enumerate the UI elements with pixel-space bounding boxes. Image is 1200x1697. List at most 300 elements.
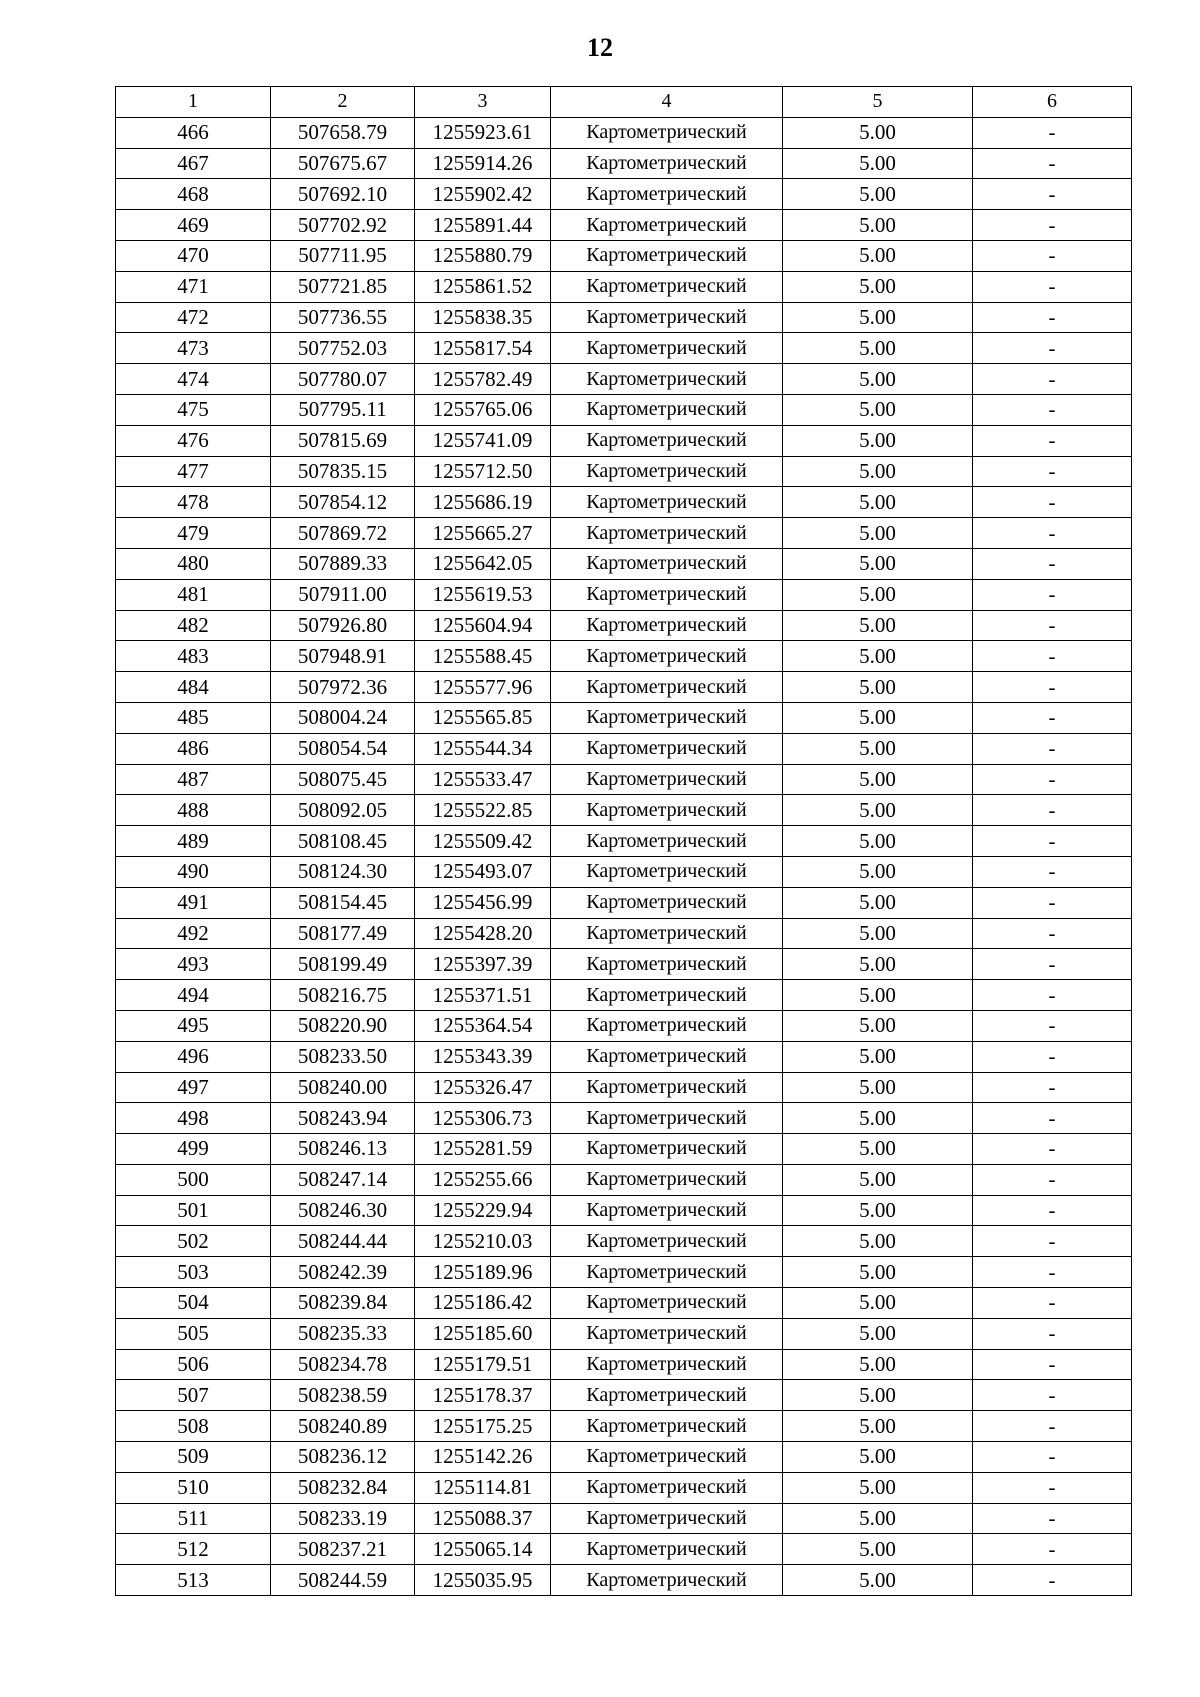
x-coordinate-cell: 508075.45: [271, 764, 415, 795]
point-number-cell: 482: [116, 610, 271, 641]
note-cell: -: [973, 1072, 1132, 1103]
x-coordinate-cell: 507926.80: [271, 610, 415, 641]
point-number-cell: 490: [116, 856, 271, 887]
table-row: [116, 1257, 1132, 1288]
point-number-cell: 483: [116, 641, 271, 672]
point-number-cell: 502: [116, 1226, 271, 1257]
method-cell: Картометрический: [551, 949, 783, 980]
table-row: [116, 425, 1132, 456]
y-coordinate-cell: 1255914.26: [415, 148, 551, 179]
table-row: [116, 1565, 1132, 1596]
note-cell: -: [973, 641, 1132, 672]
point-number-cell: 488: [116, 795, 271, 826]
accuracy-cell: 5.00: [783, 856, 973, 887]
table-row: [116, 1472, 1132, 1503]
table-row: [116, 456, 1132, 487]
note-cell: -: [973, 1503, 1132, 1534]
note-cell: -: [973, 918, 1132, 949]
x-coordinate-cell: 507711.95: [271, 240, 415, 271]
note-cell: -: [973, 702, 1132, 733]
note-cell: -: [973, 425, 1132, 456]
y-coordinate-cell: 1255179.51: [415, 1349, 551, 1380]
y-coordinate-cell: 1255255.66: [415, 1164, 551, 1195]
accuracy-cell: 5.00: [783, 672, 973, 703]
note-cell: -: [973, 949, 1132, 980]
point-number-cell: 472: [116, 302, 271, 333]
accuracy-cell: 5.00: [783, 1565, 973, 1596]
x-coordinate-cell: 507702.92: [271, 210, 415, 241]
accuracy-cell: 5.00: [783, 548, 973, 579]
header-cell-3: 3: [415, 87, 551, 118]
accuracy-cell: 5.00: [783, 394, 973, 425]
table-row: [116, 856, 1132, 887]
accuracy-cell: 5.00: [783, 702, 973, 733]
accuracy-cell: 5.00: [783, 117, 973, 148]
table-row: [116, 1534, 1132, 1565]
y-coordinate-cell: 1255035.95: [415, 1565, 551, 1596]
table-row: [116, 949, 1132, 980]
point-number-cell: 503: [116, 1257, 271, 1288]
x-coordinate-cell: 508216.75: [271, 980, 415, 1011]
y-coordinate-cell: 1255741.09: [415, 425, 551, 456]
point-number-cell: 505: [116, 1318, 271, 1349]
point-number-cell: 496: [116, 1041, 271, 1072]
table-row: [116, 1411, 1132, 1442]
accuracy-cell: 5.00: [783, 1257, 973, 1288]
point-number-cell: 486: [116, 733, 271, 764]
table-row: [116, 210, 1132, 241]
point-number-cell: 470: [116, 240, 271, 271]
table-header-row: [116, 87, 1132, 118]
table-row: [116, 1010, 1132, 1041]
method-cell: Картометрический: [551, 117, 783, 148]
accuracy-cell: 5.00: [783, 980, 973, 1011]
y-coordinate-cell: 1255088.37: [415, 1503, 551, 1534]
coordinates-table: [115, 86, 1132, 1596]
table-row: [116, 672, 1132, 703]
y-coordinate-cell: 1255712.50: [415, 456, 551, 487]
note-cell: -: [973, 672, 1132, 703]
accuracy-cell: 5.00: [783, 456, 973, 487]
point-number-cell: 498: [116, 1103, 271, 1134]
method-cell: Картометрический: [551, 856, 783, 887]
method-cell: Картометрический: [551, 364, 783, 395]
accuracy-cell: 5.00: [783, 949, 973, 980]
table-row: [116, 579, 1132, 610]
note-cell: -: [973, 487, 1132, 518]
method-cell: Картометрический: [551, 271, 783, 302]
note-cell: -: [973, 148, 1132, 179]
method-cell: Картометрический: [551, 826, 783, 857]
note-cell: -: [973, 364, 1132, 395]
note-cell: -: [973, 1010, 1132, 1041]
method-cell: Картометрический: [551, 1134, 783, 1165]
y-coordinate-cell: 1255619.53: [415, 579, 551, 610]
y-coordinate-cell: 1255281.59: [415, 1134, 551, 1165]
point-number-cell: 492: [116, 918, 271, 949]
header-cell-6: 6: [973, 87, 1132, 118]
point-number-cell: 493: [116, 949, 271, 980]
note-cell: -: [973, 1134, 1132, 1165]
accuracy-cell: 5.00: [783, 1503, 973, 1534]
x-coordinate-cell: 507869.72: [271, 518, 415, 549]
table-row: [116, 702, 1132, 733]
x-coordinate-cell: 508004.24: [271, 702, 415, 733]
method-cell: Картометрический: [551, 210, 783, 241]
point-number-cell: 508: [116, 1411, 271, 1442]
note-cell: -: [973, 302, 1132, 333]
table-row: [116, 333, 1132, 364]
x-coordinate-cell: 508240.89: [271, 1411, 415, 1442]
x-coordinate-cell: 507736.55: [271, 302, 415, 333]
y-coordinate-cell: 1255642.05: [415, 548, 551, 579]
x-coordinate-cell: 507972.36: [271, 672, 415, 703]
x-coordinate-cell: 508234.78: [271, 1349, 415, 1380]
method-cell: Картометрический: [551, 1411, 783, 1442]
x-coordinate-cell: 508220.90: [271, 1010, 415, 1041]
table-row: [116, 364, 1132, 395]
header-cell-4: 4: [551, 87, 783, 118]
y-coordinate-cell: 1255923.61: [415, 117, 551, 148]
accuracy-cell: 5.00: [783, 1534, 973, 1565]
method-cell: Картометрический: [551, 702, 783, 733]
y-coordinate-cell: 1255142.26: [415, 1442, 551, 1473]
x-coordinate-cell: 508240.00: [271, 1072, 415, 1103]
method-cell: Картометрический: [551, 179, 783, 210]
accuracy-cell: 5.00: [783, 918, 973, 949]
table-row: [116, 302, 1132, 333]
x-coordinate-cell: 508054.54: [271, 733, 415, 764]
header-cell-5: 5: [783, 87, 973, 118]
accuracy-cell: 5.00: [783, 518, 973, 549]
point-number-cell: 494: [116, 980, 271, 1011]
accuracy-cell: 5.00: [783, 425, 973, 456]
point-number-cell: 506: [116, 1349, 271, 1380]
accuracy-cell: 5.00: [783, 579, 973, 610]
accuracy-cell: 5.00: [783, 210, 973, 241]
y-coordinate-cell: 1255665.27: [415, 518, 551, 549]
point-number-cell: 479: [116, 518, 271, 549]
x-coordinate-cell: 507889.33: [271, 548, 415, 579]
note-cell: -: [973, 518, 1132, 549]
note-cell: -: [973, 1288, 1132, 1319]
x-coordinate-cell: 507692.10: [271, 179, 415, 210]
method-cell: Картометрический: [551, 1226, 783, 1257]
y-coordinate-cell: 1255371.51: [415, 980, 551, 1011]
y-coordinate-cell: 1255185.60: [415, 1318, 551, 1349]
accuracy-cell: 5.00: [783, 1041, 973, 1072]
point-number-cell: 473: [116, 333, 271, 364]
method-cell: Картометрический: [551, 1503, 783, 1534]
method-cell: Картометрический: [551, 672, 783, 703]
y-coordinate-cell: 1255509.42: [415, 826, 551, 857]
method-cell: Картометрический: [551, 425, 783, 456]
y-coordinate-cell: 1255891.44: [415, 210, 551, 241]
method-cell: Картометрический: [551, 1164, 783, 1195]
y-coordinate-cell: 1255186.42: [415, 1288, 551, 1319]
method-cell: Картометрический: [551, 1534, 783, 1565]
method-cell: Картометрический: [551, 733, 783, 764]
accuracy-cell: 5.00: [783, 271, 973, 302]
x-coordinate-cell: 508247.14: [271, 1164, 415, 1195]
x-coordinate-cell: 507795.11: [271, 394, 415, 425]
accuracy-cell: 5.00: [783, 1103, 973, 1134]
x-coordinate-cell: 508239.84: [271, 1288, 415, 1319]
point-number-cell: 504: [116, 1288, 271, 1319]
y-coordinate-cell: 1255880.79: [415, 240, 551, 271]
note-cell: -: [973, 1195, 1132, 1226]
x-coordinate-cell: 508232.84: [271, 1472, 415, 1503]
method-cell: Картометрический: [551, 1349, 783, 1380]
note-cell: -: [973, 1534, 1132, 1565]
table-row: [116, 179, 1132, 210]
x-coordinate-cell: 508108.45: [271, 826, 415, 857]
y-coordinate-cell: 1255428.20: [415, 918, 551, 949]
table-row: [116, 117, 1132, 148]
y-coordinate-cell: 1255577.96: [415, 672, 551, 703]
method-cell: Картометрический: [551, 918, 783, 949]
note-cell: -: [973, 548, 1132, 579]
table-row: [116, 1072, 1132, 1103]
accuracy-cell: 5.00: [783, 1226, 973, 1257]
accuracy-cell: 5.00: [783, 179, 973, 210]
point-number-cell: 475: [116, 394, 271, 425]
method-cell: Картометрический: [551, 456, 783, 487]
x-coordinate-cell: 507815.69: [271, 425, 415, 456]
note-cell: -: [973, 1226, 1132, 1257]
table-row: [116, 887, 1132, 918]
table-row: [116, 795, 1132, 826]
accuracy-cell: 5.00: [783, 733, 973, 764]
x-coordinate-cell: 508154.45: [271, 887, 415, 918]
y-coordinate-cell: 1255838.35: [415, 302, 551, 333]
y-coordinate-cell: 1255604.94: [415, 610, 551, 641]
y-coordinate-cell: 1255065.14: [415, 1534, 551, 1565]
y-coordinate-cell: 1255782.49: [415, 364, 551, 395]
point-number-cell: 495: [116, 1010, 271, 1041]
point-number-cell: 509: [116, 1442, 271, 1473]
method-cell: Картометрический: [551, 487, 783, 518]
note-cell: -: [973, 456, 1132, 487]
method-cell: Картометрический: [551, 980, 783, 1011]
note-cell: -: [973, 333, 1132, 364]
x-coordinate-cell: 508236.12: [271, 1442, 415, 1473]
method-cell: Картометрический: [551, 764, 783, 795]
method-cell: Картометрический: [551, 1010, 783, 1041]
accuracy-cell: 5.00: [783, 1318, 973, 1349]
y-coordinate-cell: 1255861.52: [415, 271, 551, 302]
method-cell: Картометрический: [551, 394, 783, 425]
x-coordinate-cell: 508124.30: [271, 856, 415, 887]
table-row: [116, 548, 1132, 579]
x-coordinate-cell: 508244.59: [271, 1565, 415, 1596]
y-coordinate-cell: 1255229.94: [415, 1195, 551, 1226]
x-coordinate-cell: 508199.49: [271, 949, 415, 980]
method-cell: Картометрический: [551, 1041, 783, 1072]
y-coordinate-cell: 1255493.07: [415, 856, 551, 887]
point-number-cell: 477: [116, 456, 271, 487]
x-coordinate-cell: 508243.94: [271, 1103, 415, 1134]
method-cell: Картометрический: [551, 1103, 783, 1134]
accuracy-cell: 5.00: [783, 1380, 973, 1411]
accuracy-cell: 5.00: [783, 148, 973, 179]
y-coordinate-cell: 1255364.54: [415, 1010, 551, 1041]
y-coordinate-cell: 1255343.39: [415, 1041, 551, 1072]
y-coordinate-cell: 1255397.39: [415, 949, 551, 980]
method-cell: Картометрический: [551, 302, 783, 333]
accuracy-cell: 5.00: [783, 364, 973, 395]
accuracy-cell: 5.00: [783, 1349, 973, 1380]
table-row: [116, 1318, 1132, 1349]
method-cell: Картометрический: [551, 1195, 783, 1226]
table-row: [116, 148, 1132, 179]
note-cell: -: [973, 856, 1132, 887]
y-coordinate-cell: 1255902.42: [415, 179, 551, 210]
note-cell: -: [973, 394, 1132, 425]
note-cell: -: [973, 1411, 1132, 1442]
x-coordinate-cell: 507948.91: [271, 641, 415, 672]
x-coordinate-cell: 507835.15: [271, 456, 415, 487]
x-coordinate-cell: 508237.21: [271, 1534, 415, 1565]
x-coordinate-cell: 508242.39: [271, 1257, 415, 1288]
accuracy-cell: 5.00: [783, 1472, 973, 1503]
method-cell: Картометрический: [551, 333, 783, 364]
accuracy-cell: 5.00: [783, 1442, 973, 1473]
point-number-cell: 497: [116, 1072, 271, 1103]
note-cell: -: [973, 1164, 1132, 1195]
table-row: [116, 1226, 1132, 1257]
note-cell: -: [973, 887, 1132, 918]
table-row: [116, 240, 1132, 271]
y-coordinate-cell: 1255306.73: [415, 1103, 551, 1134]
table-row: [116, 733, 1132, 764]
note-cell: -: [973, 1349, 1132, 1380]
accuracy-cell: 5.00: [783, 641, 973, 672]
note-cell: -: [973, 1257, 1132, 1288]
accuracy-cell: 5.00: [783, 1288, 973, 1319]
point-number-cell: 466: [116, 117, 271, 148]
method-cell: Картометрический: [551, 240, 783, 271]
accuracy-cell: 5.00: [783, 610, 973, 641]
point-number-cell: 485: [116, 702, 271, 733]
table-body: [116, 87, 1132, 1596]
x-coordinate-cell: 508235.33: [271, 1318, 415, 1349]
x-coordinate-cell: 508246.13: [271, 1134, 415, 1165]
x-coordinate-cell: 508244.44: [271, 1226, 415, 1257]
point-number-cell: 487: [116, 764, 271, 795]
y-coordinate-cell: 1255522.85: [415, 795, 551, 826]
table-row: [116, 1103, 1132, 1134]
note-cell: -: [973, 764, 1132, 795]
note-cell: -: [973, 1103, 1132, 1134]
table-row: [116, 980, 1132, 1011]
y-coordinate-cell: 1255686.19: [415, 487, 551, 518]
point-number-cell: 467: [116, 148, 271, 179]
y-coordinate-cell: 1255544.34: [415, 733, 551, 764]
method-cell: Картометрический: [551, 548, 783, 579]
note-cell: -: [973, 1041, 1132, 1072]
method-cell: Картометрический: [551, 1565, 783, 1596]
point-number-cell: 507: [116, 1380, 271, 1411]
y-coordinate-cell: 1255326.47: [415, 1072, 551, 1103]
accuracy-cell: 5.00: [783, 1010, 973, 1041]
y-coordinate-cell: 1255178.37: [415, 1380, 551, 1411]
method-cell: Картометрический: [551, 1072, 783, 1103]
method-cell: Картометрический: [551, 1318, 783, 1349]
x-coordinate-cell: 507675.67: [271, 148, 415, 179]
y-coordinate-cell: 1255175.25: [415, 1411, 551, 1442]
header-cell-1: 1: [116, 87, 271, 118]
point-number-cell: 474: [116, 364, 271, 395]
accuracy-cell: 5.00: [783, 302, 973, 333]
note-cell: -: [973, 980, 1132, 1011]
method-cell: Картометрический: [551, 148, 783, 179]
point-number-cell: 469: [116, 210, 271, 241]
method-cell: Картометрический: [551, 1472, 783, 1503]
table-row: [116, 641, 1132, 672]
point-number-cell: 489: [116, 826, 271, 857]
x-coordinate-cell: 508233.19: [271, 1503, 415, 1534]
x-coordinate-cell: 507911.00: [271, 579, 415, 610]
accuracy-cell: 5.00: [783, 1134, 973, 1165]
note-cell: -: [973, 117, 1132, 148]
x-coordinate-cell: 507854.12: [271, 487, 415, 518]
table-row: [116, 1503, 1132, 1534]
note-cell: -: [973, 610, 1132, 641]
accuracy-cell: 5.00: [783, 795, 973, 826]
table-row: [116, 1442, 1132, 1473]
y-coordinate-cell: 1255588.45: [415, 641, 551, 672]
note-cell: -: [973, 179, 1132, 210]
note-cell: -: [973, 1472, 1132, 1503]
x-coordinate-cell: 507752.03: [271, 333, 415, 364]
point-number-cell: 512: [116, 1534, 271, 1565]
table-row: [116, 1164, 1132, 1195]
y-coordinate-cell: 1255817.54: [415, 333, 551, 364]
table-row: [116, 487, 1132, 518]
method-cell: Картометрический: [551, 1257, 783, 1288]
x-coordinate-cell: 507721.85: [271, 271, 415, 302]
point-number-cell: 478: [116, 487, 271, 518]
method-cell: Картометрический: [551, 887, 783, 918]
method-cell: Картометрический: [551, 641, 783, 672]
accuracy-cell: 5.00: [783, 1164, 973, 1195]
note-cell: -: [973, 733, 1132, 764]
note-cell: -: [973, 240, 1132, 271]
x-coordinate-cell: 508233.50: [271, 1041, 415, 1072]
note-cell: -: [973, 271, 1132, 302]
accuracy-cell: 5.00: [783, 887, 973, 918]
table-row: [116, 1041, 1132, 1072]
table-row: [116, 394, 1132, 425]
page-number: 12: [587, 33, 613, 62]
point-number-cell: 484: [116, 672, 271, 703]
table-row: [116, 1288, 1132, 1319]
method-cell: Картометрический: [551, 610, 783, 641]
point-number-cell: 513: [116, 1565, 271, 1596]
note-cell: -: [973, 210, 1132, 241]
header-cell-2: 2: [271, 87, 415, 118]
table-row: [116, 1380, 1132, 1411]
y-coordinate-cell: 1255533.47: [415, 764, 551, 795]
y-coordinate-cell: 1255765.06: [415, 394, 551, 425]
accuracy-cell: 5.00: [783, 240, 973, 271]
point-number-cell: 499: [116, 1134, 271, 1165]
x-coordinate-cell: 508092.05: [271, 795, 415, 826]
accuracy-cell: 5.00: [783, 1195, 973, 1226]
method-cell: Картометрический: [551, 795, 783, 826]
method-cell: Картометрический: [551, 1380, 783, 1411]
